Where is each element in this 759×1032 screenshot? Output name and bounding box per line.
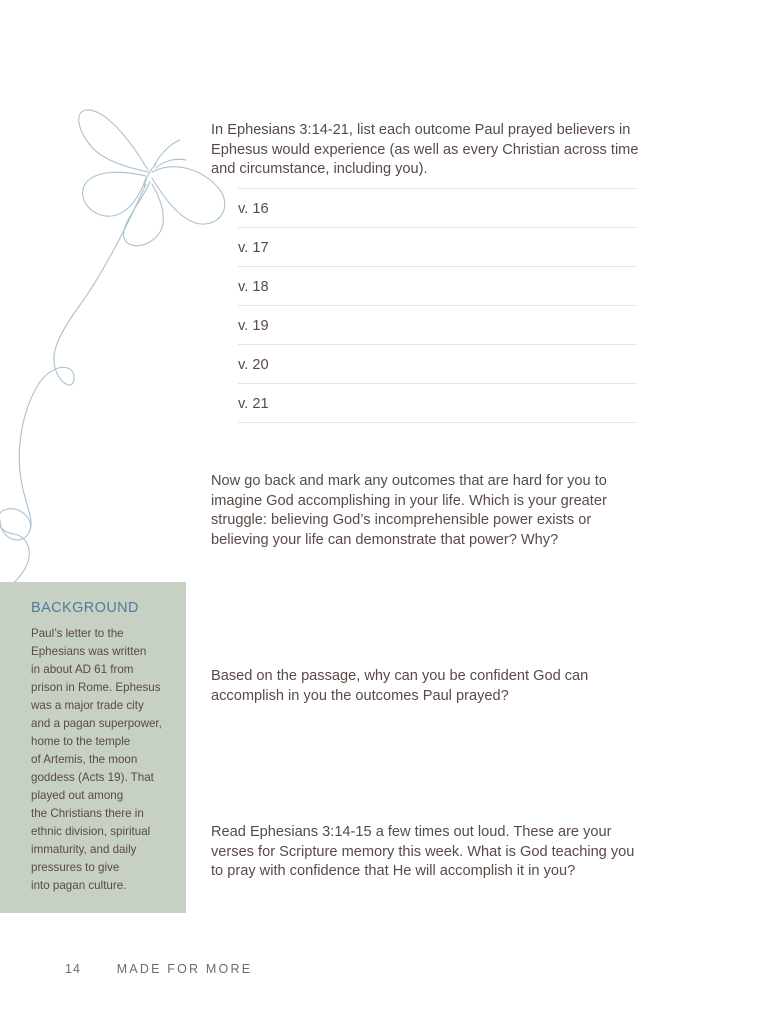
verse-line-17[interactable]: v. 17 [238,228,637,267]
background-text-line: in about AD 61 from [31,663,134,676]
verse-line-20[interactable]: v. 20 [238,345,637,384]
background-text-line: and a pagan superpower, [31,717,162,730]
background-text-line: Ephesians was written [31,645,147,658]
question-confidence-prompt: Based on the passage, why can you be confident God can accomplish in you the outcomes Paul prayed? [211,668,589,704]
background-text [31,625,186,895]
question-struggle-prompt: Now go back and mark any outcomes that are hard for you to imagine God accomplishing in your life. Which is your greater struggle: believing God’s incomprehensible power exists or believing your life can demonstrate that power? Why? [211,473,607,548]
background-text-line: prison in Rome. Ephesus [31,681,161,694]
verse-line-16[interactable]: v. 16 [238,189,637,228]
verse-line-21[interactable]: v. 21 [238,384,637,423]
background-text-line: played out among [31,789,124,802]
question-memory-verse-prompt: Read Ephesians 3:14-15 a few times out loud. These are your verses for Scripture memory this week. What is God teaching you to pray with confidence that He will accomplish it in you? [211,824,635,880]
background-text-line: goddess (Acts 19). That [31,771,154,784]
verse-answer-list [238,188,637,423]
butterfly-wing-upper-left [79,110,148,172]
background-text-line: pressures to give [31,861,120,874]
book-title: MADE FOR MORE [116,962,253,976]
butterfly-wing-lower-right [123,182,163,246]
background-text-line: home to the temple [31,735,131,748]
verse-line-19[interactable]: v. 19 [238,306,637,345]
background-sidebar [0,582,186,913]
background-text-line: Paul’s letter to the [31,627,124,640]
butterfly-stem [0,509,31,590]
background-text-line: ethnic division, spiritual [31,825,151,838]
background-title: BACKGROUND [31,600,139,616]
background-text-line: was a major trade city [31,699,144,712]
background-text-line: of Artemis, the moon [31,753,138,766]
page-footer [65,962,252,976]
page-number: 14 [65,962,81,976]
background-text-line: into pagan culture. [31,879,127,892]
butterfly-antenna [154,140,180,166]
butterfly-illustration [0,100,240,590]
background-text-line: immaturity, and daily [31,843,137,856]
background-text-line: the Christians there in [31,807,144,820]
question-outcomes-prompt: In Ephesians 3:14-21, list each outcome Paul prayed believers in Ephesus would experience (as well as every Christian across time and circumstance, including you). [211,122,639,178]
verse-line-18[interactable]: v. 18 [238,267,637,306]
butterfly-wing-lower-left [83,172,146,216]
